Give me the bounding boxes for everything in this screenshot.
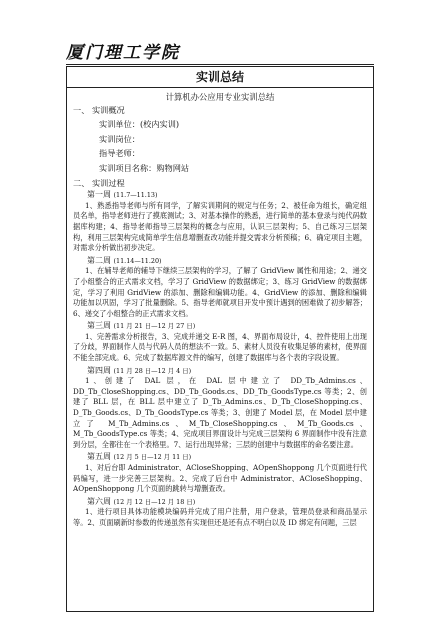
week-heading	[73, 497, 367, 508]
week-label: 第一周	[87, 190, 111, 200]
school-logo: 厦门理工学院	[66, 43, 180, 63]
week-heading	[73, 366, 367, 377]
week-text: 1、创建了 DAL 层，在 DAL 层中建立了 DD_Tb_Admins.cs、DD_Tb_CloseShopping.cs、DD_Tb_Goods.cs、DD_Tb_GoodsType.cs 等类；2、创建了 BLL 层，在 BLL 层中建立了 D_Tb_Admins.cs、D_Tb_CloseShopping.cs、D_Tb_Goods.cs、D_Tb_GoodsType.cs 等类；3、创建了 Model 层，在 Model 层中建立了 M_Tb_Admins.cs、M_Tb_CloseShopping.cs、M_Tb_Goods.cs、M_Tb_GoodsType.cs 等类；4、完成项目界面设计与完成三层架构 6 界面制作中没有注意到分层，全都往在一个表格里。7、运行出现异常；三层的创建中与数据库的命名要注意。	[73, 376, 367, 449]
field-position	[73, 134, 367, 145]
header-rule	[66, 64, 374, 65]
week-heading	[73, 452, 367, 463]
week-label: 第四周	[87, 365, 111, 375]
field-unit	[73, 119, 367, 130]
field-label: 指导老师：	[99, 148, 140, 159]
document-subtitle: 计算机办公应用专业实训总结	[165, 92, 275, 102]
week-date: (11 月 21 日—12 月 27 日)	[113, 322, 196, 331]
field-label: 实训单位：	[99, 119, 140, 130]
week-text: 1、熟悉指导老师与所有同学，了解实训期间的规定与任务；2、被任命为组长，确定组员名单，指导老师进行了摸底测试；3、对基本操作的熟悉，进行简单的基本登录与纯代码数据库构建；4、指导老师指导三层架构的概念与应用，认识三层架构；5、自己练习三层架构，利用三层架构完成简单学生信息增删查改功能并提交需求分析预稿；6、确定项目主题，对需求分析做出初步决定。	[73, 200, 367, 253]
week-text: 1、完善需求分析报告，3、完成并递交 E-R 图，4、界面布局设计，4、控件使用上出现了分歧，界面制作人员与代码人员的想法不一致。5、素材人员没有收集足够的素材，使界面不能全部完成。6、完成了数据库源文件的编写，创建了数据库与各个表的字段设置。	[73, 331, 367, 363]
document-title: 实训总结	[67, 67, 373, 88]
week-heading	[73, 256, 367, 267]
field-value: (校内实训)	[139, 119, 180, 130]
week-date: (11 月 28 日—12 月 4 日)	[113, 366, 192, 375]
week-text: 1、进行项目具体功能模块编码并完成了用户注册，用户登录，管理员登录和商品显示等。2、页面刷新时参数的传递虽然有实现但还是还有点不明白以及 ID 绑定有问题，三层	[73, 507, 367, 527]
week-text: 1、对后台即 Administrator、ACloseShopping、AOpenShoppong 几个页面进行代码编写，进一步完善三层架构。2、完成了后台中 Administrator、ACloseShopping、AOpenShoppong 几个页面的跳转与增删查改。	[73, 463, 367, 494]
week-label: 第三周	[87, 321, 111, 331]
week-heading	[73, 190, 367, 201]
field-value: 购物网站	[156, 162, 190, 173]
summary-content	[67, 88, 373, 529]
week-text: 1、在辅导老师的辅导下继续三层架构的学习，了解了 GridView 属性和用途；2、递交了小组整合的正式需求文档，学习了 GridView 的数据绑定；3、练习 GridView 的数据绑定，学习了利用 GridView 的添加、删除和编辑功能。4、GridView 的添加、删除和编辑功能加以巩固，学习了批量删除。5、指导老师就项目开发中预计遇到的困难做了初步解答；6、递交了小组整合的正式需求文档。	[73, 266, 367, 318]
section-overview-heading: 一、 实训概况	[73, 104, 125, 115]
week-date: (11.14—11.20)	[113, 256, 162, 265]
field-label: 实训项目名称：	[99, 162, 157, 173]
summary-table	[66, 66, 374, 612]
week-label: 第六周	[87, 496, 111, 506]
week-label: 第五周	[87, 452, 111, 462]
week-label: 第二周	[87, 255, 111, 265]
week-date: (11.7—11.13)	[113, 191, 158, 200]
week-date: (12 月 5 日—12 月 11 日)	[113, 453, 192, 462]
field-project	[73, 163, 367, 174]
week-date: (12 月 12 日—12 月 18 日)	[113, 497, 196, 506]
field-label: 实训岗位：	[99, 133, 140, 144]
section-process-heading: 二、 实训过程	[73, 177, 125, 188]
field-teacher	[73, 148, 367, 159]
week-heading	[73, 321, 367, 332]
